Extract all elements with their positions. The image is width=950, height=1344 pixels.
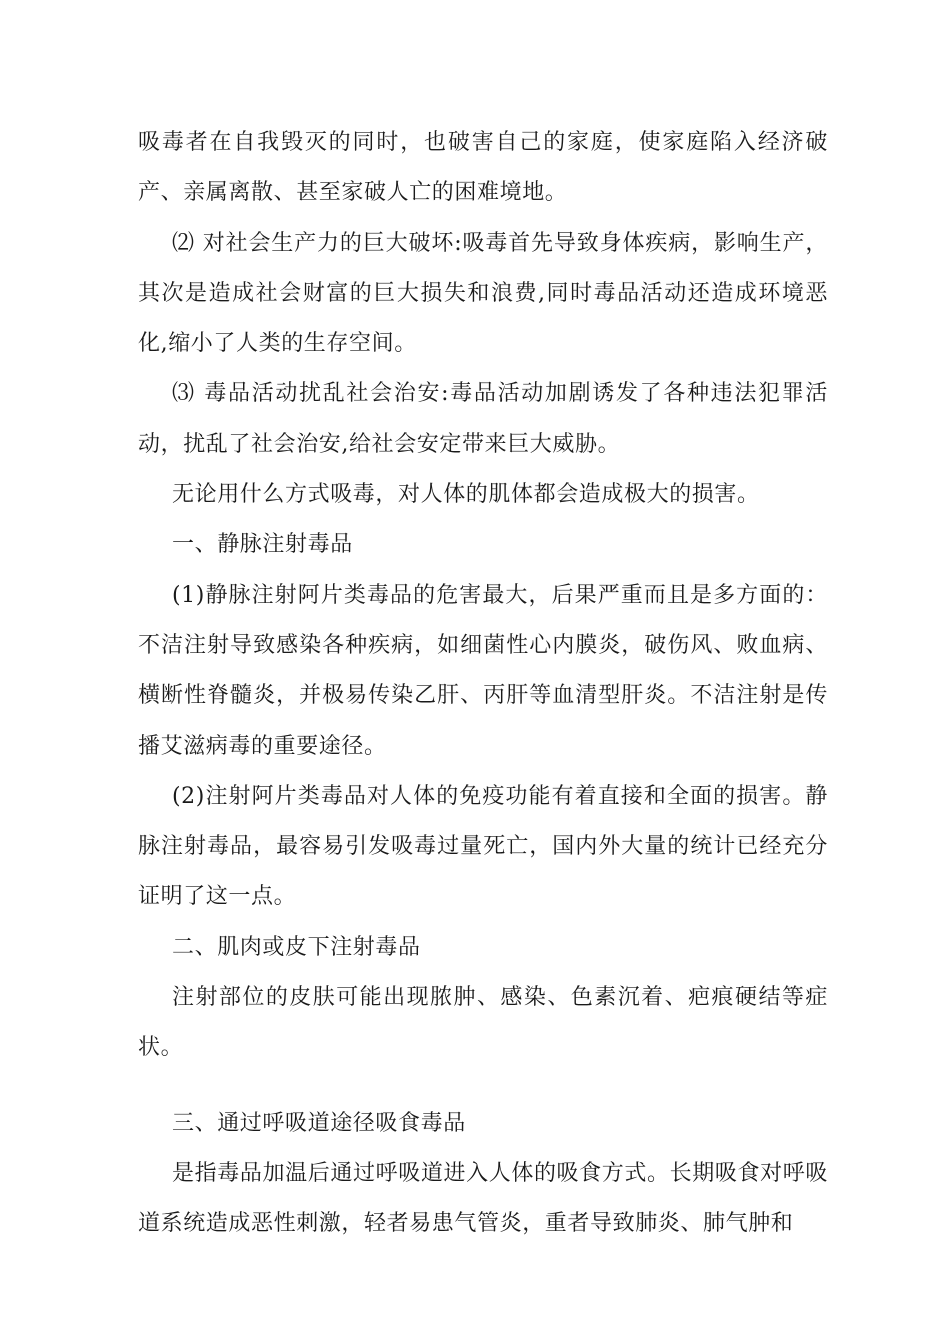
section-gap: [138, 1074, 828, 1099]
paragraph-productivity-harm: ⑵ 对社会生产力的巨大破坏:吸毒首先导致身体疾病，影响生产，其次是造成社会财富的巨大损失和浪费,同时毒品活动还造成环境恶化,缩小了人类的生存空间。: [138, 230, 828, 357]
paragraph-respiratory-harm: 是指毒品加温后通过呼吸道进入人体的吸食方式。长期吸食对呼吸道系统造成恶性刺激，轻者易患气管炎，重者导致肺炎、肺气肿和: [138, 1160, 828, 1237]
heading-respiratory-intake: 三、通过呼吸道途径吸食毒品: [172, 1110, 466, 1136]
paragraph-family-harm: 吸毒者在自我毁灭的同时，也破害自己的家庭，使家庭陷入经济破产、亲属离散、甚至家破人亡的困难境地。: [138, 130, 828, 206]
heading-intramuscular-injection: 二、肌肉或皮下注射毒品: [172, 934, 421, 960]
paragraph-any-method-harm: 无论用什么方式吸毒，对人体的肌体都会造成极大的损害。: [172, 482, 760, 508]
document-body: [138, 118, 828, 1250]
paragraph-public-order-harm: ⑶ 毒品活动扰乱社会治安:毒品活动加剧诱发了各种违法犯罪活动，扰乱了社会治安,给社会安定带来巨大威胁。: [138, 381, 828, 457]
paragraph-injection-site-symptoms: 注射部位的皮肤可能出现脓肿、感染、色素沉着、疤痕硬结等症状。: [138, 985, 828, 1061]
paragraph-intravenous-point-1: (1)静脉注射阿片类毒品的危害最大，后果严重而且是多方面的：不洁注射导致感染各种疾病，如细菌性心内膜炎，破伤风、败血病、横断性脊髓炎，并极易传染乙肝、丙肝等血清型肝炎。不洁注射是传播艾滋病毒的重要途径。: [138, 582, 828, 759]
heading-intravenous-injection: 一、静脉注射毒品: [172, 532, 353, 558]
paragraph-intravenous-point-2: (2)注射阿片类毒品对人体的免疫功能有着直接和全面的损害。静脉注射毒品，最容易引发吸毒过量死亡，国内外大量的统计已经充分证明了这一点。: [138, 783, 828, 910]
